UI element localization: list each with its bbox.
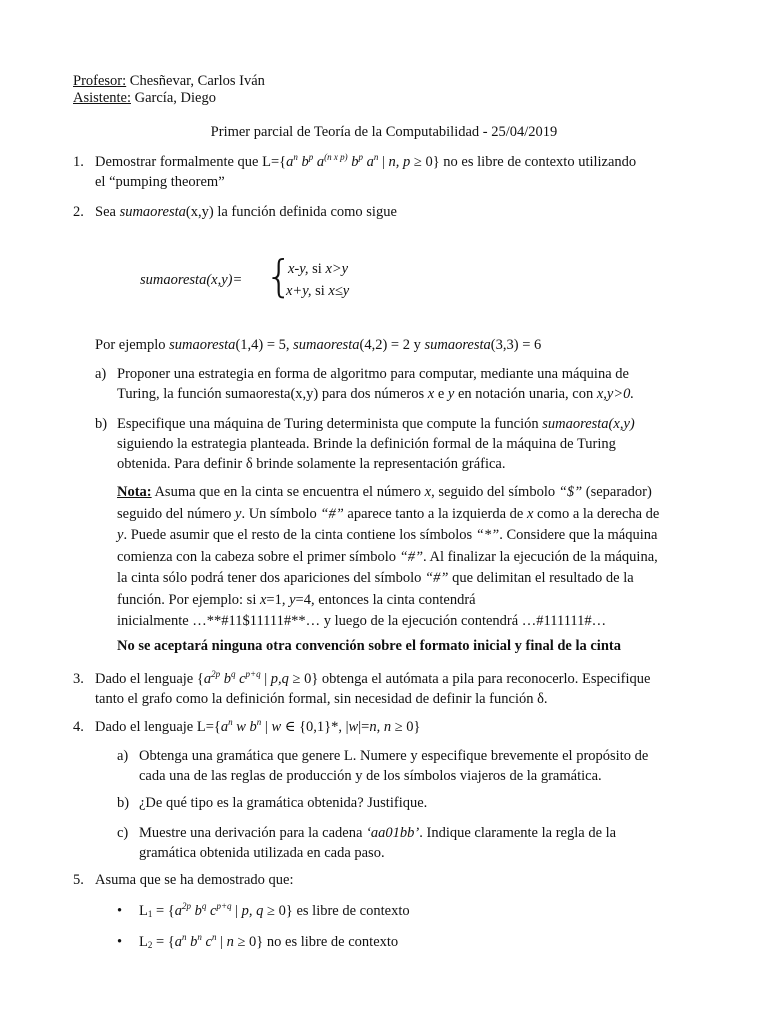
note-l5a: la cinta sólo podrá tener dos apariciones del símbolo	[117, 570, 426, 586]
q2-warning: No se aceptará ninguna otra convención sobre el formato inicial y final de la cinta	[117, 638, 621, 654]
q2-example-val-2: (4,2) = 2	[359, 337, 410, 353]
note-l3y: y	[117, 527, 124, 543]
q4-item-b-label: b)	[117, 795, 130, 811]
note-l6b: =1,	[266, 591, 290, 608]
q3-text-b: } obtenga el autómata a pila para reconocerlo. Especifique	[311, 671, 651, 687]
q4-w: w	[271, 719, 282, 735]
q2-example	[95, 335, 541, 355]
note-l3s: “*”	[475, 527, 500, 543]
q3-language-expr: $a^{2p}$ $b^q$ $c^{p+q}$	[203, 669, 261, 687]
note-l6y: y	[289, 591, 296, 608]
q2-case2-expr: x+y,	[286, 283, 312, 299]
q2-example-fn-3: sumaoresta	[424, 337, 491, 353]
q2-item-b-line3: obtenida. Para definir δ brinde solamente la representación gráfica.	[117, 456, 506, 472]
note-l1x: x	[424, 484, 432, 500]
q2-example-fn-2: sumaoresta	[293, 337, 360, 353]
q2-case2-cond: si	[311, 283, 329, 299]
profesor-name: Chesñevar, Carlos Iván	[126, 73, 265, 89]
q2-item-a-x: x	[427, 386, 435, 402]
q2-item-a-y: y	[447, 386, 455, 402]
q2-example-val-3: (3,3) = 6	[490, 337, 542, 353]
q3-line2: tanto el grafo como la definición formal, sin necesidad de definir la función δ.	[95, 691, 548, 707]
note-l2x: x	[526, 505, 534, 522]
note-l2y: y	[235, 505, 242, 522]
q4-item-c-line1a: Muestre una derivación para la cadena	[139, 825, 367, 841]
q4-n: n	[369, 719, 377, 735]
note-l6a: función. Por ejemplo: si	[117, 591, 260, 608]
q2-item-b-line1a: Especifique una máquina de Turing determinista que compute la función	[117, 416, 543, 432]
exam-page: Profesor: Chesñevar, Carlos Iván Asistente: García, Diego Primer parcial de Teoría de la Computabilidad - 25/04/2019 1. Demostrar formalmente que $L=\{a^n$ $b^p$ $a^{(n x p)}$ $b^p$ $a^n$ | n, p ≥ 0} no es libre de contexto utilizando el “pumping theorem” 2. Sea sumaoresta(x,y) la función definida como sigue sumaoresta(x,y)= { x-y, si x>y x+y, si x≤y Por ejemplo sumaoresta(1,4) = 5, sumaoresta(4,2) = 2 y sumaoresta(3,3) = 6 a) Proponer una estrategia en forma de algoritmo para computar, mediante una máquina de Turing, la función sumaoresta(x,y) para dos números x e y en notación unaria, con x,y>0. b) Especifique una máquina de Turing determinista que compute la función sumaoresta(x,y) siguiendo la estrategia planteada. Brinde la definición formal de la máquina de Turing obtenida. Para definir δ brinde solamente la representación gráfica. Nota: Asuma que en la cinta se encuentra el número x, seguido del símbolo “$” (separador) seguido del número y. Un símbolo “#” aparece tanto a la izquierda de x como a la derecha de y. Puede asumir que el resto de la cinta contiene los símbolos “*”. Considere que la máquina comienza con la cabeza sobre el primer símbolo “#”. Al finalizar la ejecución de la máquina, la cinta sólo podrá tener dos apariciones del símbolo “#” que delimitan el resultado de la función. Por ejemplo: si x=1, y=4, entonces la cinta contendrá inicialmente …**#11$11111#**… y luego de la ejecución contendrá …#111111#… No se aceptará ninguna otra convención sobre el formato inicial y final de la cinta 3. Dado el lenguaje {$a^{2p}$ $b^q$ $c^{p+q}$ | p,q ≥ 0} obtenga el autómata a pila para reconocerlo. Especifique tanto el grafo como la definición formal, sin necesidad de definir la función δ. 4. Dado el lenguaje $L=\{a^n$ w $b^n$ | w ∈ {0,1}*, |w|=n, n ≥ 0} a) Obtenga una gramática que genere L. Numere y especifique brevemente el propósito de cada una de las reglas de producción y de los símbolos viajeros de la gramática. b) ¿De qué tipo es la gramática obtenida? Justifique. c) Muestre una derivación para la cadena ‘aa01bb’. Indique claramente la regla de la gramática obtenida utilizada en cada paso. 5. Asuma que se ha demostrado que: • $L_1 = \{a^{2p}$ $b^q$ $c^{p+q}$ | p, q ≥ 0} es libre de contexto • $L_2 = \{a^n$ $b^n$ $c^n$ | n ≥ 0} no es libre de contexto	[0, 0, 768, 1024]
q3-text-a: Dado el lenguaje {	[95, 671, 204, 687]
q4-item-a-line1: Obtenga una gramática que genere L. Numere y especifique brevemente el propósito de	[139, 748, 649, 764]
q1-line2: el “pumping theorem”	[95, 174, 225, 190]
note-l2d: como a la derecha de	[533, 505, 660, 522]
q3-cond: p,q	[270, 671, 289, 687]
note-l4a: comienza con la cabeza sobre el primer símbolo	[117, 548, 400, 565]
profesor-label: Profesor:	[73, 73, 127, 89]
exam-title-text: Primer parcial de Teoría de la Computabilidad - 25/04/2019	[210, 124, 558, 140]
note-l2b: . Un símbolo	[241, 505, 321, 522]
q2-text-b: la función definida como sigue	[213, 204, 397, 220]
q2-example-val-1: (1,4) = 5,	[235, 337, 294, 353]
note-l6x: x	[259, 591, 267, 608]
exam-title	[0, 122, 768, 142]
q2-case1-rel: x>y	[325, 261, 349, 277]
q5-b2-cond: n	[226, 934, 234, 950]
note-l2a: seguido del número	[117, 505, 235, 522]
q4-item-c-line2: gramática obtenida utilizada en cada paso.	[139, 845, 385, 861]
q5-b2-name: L	[139, 934, 148, 950]
q2-item-b-line2: siguiendo la estrategia planteada. Brinde la definición formal de la máquina de Turing	[117, 436, 616, 452]
asistente-name: García, Diego	[131, 90, 216, 106]
note-l3b: . Considere que la máquina	[499, 527, 658, 543]
q2-note	[117, 482, 717, 633]
asistente-label: Asistente:	[73, 90, 131, 106]
q2-item-b-fn: sumaoresta(x,y)	[542, 416, 635, 432]
q4-text-b: }	[413, 719, 421, 735]
q2-item-a-line2b: en notación unaria, con	[454, 386, 597, 402]
q2-fn-args: (x,y)	[185, 204, 214, 220]
q4-n2: n	[383, 719, 392, 735]
q5-number: 5.	[73, 872, 84, 888]
q2-case-2	[286, 281, 349, 301]
note-l1c: (separador)	[582, 484, 652, 500]
q1-text-a: Demostrar formalmente que L={	[95, 154, 287, 170]
note-l6c: =4, entonces la cinta contendrá	[295, 591, 476, 608]
q4-text-a: Dado el lenguaje L={	[95, 719, 221, 735]
bullet-icon: •	[117, 934, 123, 950]
asistente-line	[73, 88, 216, 108]
q5-b2-sub: 2	[147, 940, 153, 950]
note-l1b: , seguido del símbolo	[431, 484, 559, 500]
q4-item-a-line2: cada una de las reglas de producción y de los símbolos viajeros de la gramática.	[139, 768, 602, 784]
note-l1a: Asuma que en la cinta se encuentra el número	[151, 484, 425, 500]
q4-item-c-string: ‘aa01bb’	[366, 825, 420, 841]
q4-item-c-label: c)	[117, 825, 129, 841]
q5-text: Asuma que se ha demostrado que:	[95, 872, 294, 888]
note-l4b: . Al finalizar la ejecución de la máquina,	[423, 548, 658, 565]
q5-b1-cond: p, q	[241, 903, 264, 919]
q5-b1-rest: es libre de contexto	[292, 903, 410, 919]
note-l7: inicialmente …**#11$11111#**… y luego de la ejecución contendrá …#111111#…	[117, 613, 607, 629]
q1-bar: |	[381, 154, 385, 170]
note-label: Nota:	[117, 484, 152, 500]
left-brace-symbol: {	[265, 251, 293, 302]
q5-b2-rest: no es libre de contexto	[263, 934, 399, 950]
q2-item-a-line2a: Turing, la función sumaoresta(x,y) para dos números	[117, 386, 428, 402]
note-l2s: “#”	[320, 505, 344, 522]
q2-case-1	[288, 259, 348, 279]
q2-item-a-line1: Proponer una estrategia en forma de algoritmo para computar, mediante una máquina de	[117, 366, 629, 382]
q2-item-a-label: a)	[95, 366, 107, 382]
q1-number: 1.	[73, 154, 84, 170]
q2-item-a-cond: x,y>0.	[596, 386, 635, 402]
q4-w-len: w	[348, 719, 359, 735]
note-l1s: “$”	[558, 484, 583, 500]
q2-example-and: y	[409, 337, 425, 353]
q2-item-b-label: b)	[95, 416, 108, 432]
q2-case1-cond: si	[308, 261, 326, 277]
q4-item-c-line1b: . Indique claramente la regla de la	[419, 825, 617, 841]
q1-language-expr: $a^n$ $b^p$ $a^{(n x p)}$ $b^p$ $a^n$	[286, 152, 379, 170]
q4-item-b-line1: ¿De qué tipo es la gramática obtenida? Justifique.	[139, 795, 428, 811]
q5-b1-expr: $a^{2p}$ $b^q$ $c^{p+q}$	[174, 901, 232, 919]
q2-example-prefix: Por ejemplo	[95, 337, 170, 353]
q2-def-lhs: sumaoresta(x,y)=	[140, 272, 243, 288]
q5-b1-name: L	[139, 903, 148, 919]
q2-example-fn-1: sumaoresta	[169, 337, 236, 353]
q1-text-b: } no es libre de contexto utilizando	[432, 154, 637, 170]
note-l5b: que delimitan el resultado de la	[448, 570, 634, 586]
q5-b1-sub: 1	[147, 909, 153, 919]
q4-number: 4.	[73, 719, 84, 735]
q2-item-a-e: e	[434, 386, 448, 402]
q4-language-expr: $a^n$ w $b^n$	[220, 717, 262, 735]
q2-number: 2.	[73, 204, 84, 220]
q5-b2-expr: $a^n$ $b^n$ $c^n$	[174, 932, 217, 950]
note-l3a: . Puede asumir que el resto de la cinta contiene los símbolos	[123, 527, 476, 543]
bullet-icon: •	[117, 903, 123, 919]
q2-case2-rel: x≤y	[328, 283, 350, 299]
note-l2c: aparece tanto a la izquierda de	[343, 505, 527, 522]
q3-number: 3.	[73, 671, 84, 687]
q1-cond: n, p	[388, 154, 411, 170]
q4-item-a-label: a)	[117, 748, 129, 764]
q2-fn-name: sumaoresta	[119, 204, 186, 220]
note-l5s: “#”	[425, 570, 449, 586]
q2-case1-expr: x-y,	[288, 261, 309, 277]
note-l4s: “#”	[399, 548, 424, 565]
q2-text-a: Sea	[95, 204, 120, 220]
